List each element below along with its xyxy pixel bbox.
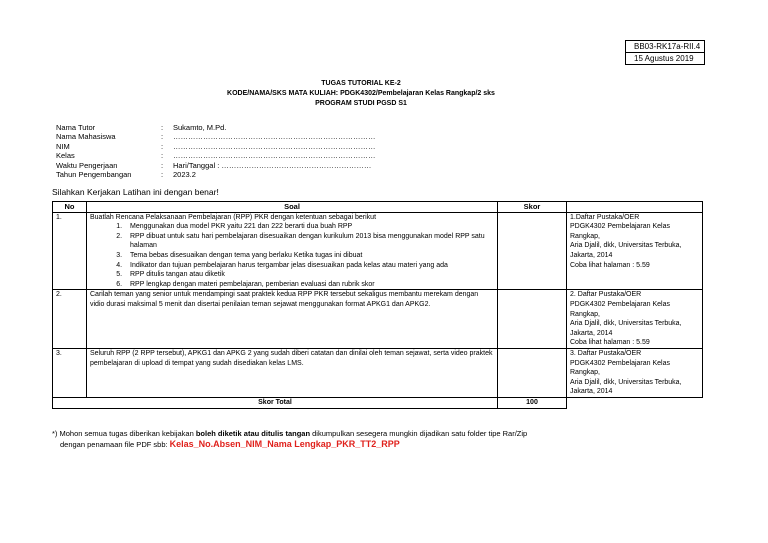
student-name-blank: ………………………………………………………………………	[173, 132, 376, 142]
student-info	[56, 123, 376, 179]
list-item: 4. Indikator dan tujuan pembelajaran harus tergambar jelas disesuaikan pada kelas atau materi yang ada	[124, 261, 494, 271]
row-number: 3.	[53, 348, 87, 397]
document-code-box	[625, 40, 705, 65]
filename-format: Kelas_No.Absen_NIM_Nama Lengkap_PKR_TT2_RPP	[169, 439, 400, 449]
question-cell	[87, 212, 498, 290]
question-text: Seluruh RPP (2 RPP tersebut), APKG1 dan APKG 2 yang sudah diberi catatan dan dinilai oleh teman sejawat, serta video praktek pembelajaran di upload di tempat yang sudah disediakan kelas LMS.	[87, 348, 498, 397]
nim-blank: ………………………………………………………………………	[173, 141, 376, 151]
score-cell	[498, 290, 567, 349]
table-row	[53, 348, 703, 397]
footnote-line-2: dengan penamaan file PDF sbb: Kelas_No.Absen_NIM_Nama Lengkap_PKR_TT2_RPP	[60, 439, 400, 449]
development-year: 2023.2	[173, 169, 196, 179]
document-code: BB03-RK17a-RII.4	[626, 41, 704, 53]
info-row-year: Tahun Pengembangan : 2023.2	[56, 169, 196, 179]
list-item: 5. RPP ditulis tangan atau diketik	[124, 270, 494, 280]
reference-cell: 3. Daftar Pustaka/OER PDGK4302 Pembelajaran Kelas Rangkap, Aria Djalil, dkk, Universitas Terbuka, Jakarta, 2014	[567, 348, 703, 397]
info-row-tutor: Nama Tutor : Sukamto, M.Pd.	[56, 123, 227, 132]
row-number: 2.	[53, 290, 87, 349]
class-blank: ………………………………………………………………………	[173, 151, 376, 161]
table-row	[53, 212, 703, 290]
total-row	[53, 397, 703, 408]
table-row	[53, 290, 703, 349]
info-row-student: Nama Mahasiswa : ………………………………………………………………………	[56, 132, 376, 142]
footnote-line-1: *) Mohon semua tugas diberikan kebijakan boleh diketik atau ditulis tangan dikumpulkan sesegera mungkin dijadikan satu folder tipe Rar/Zip	[52, 429, 528, 438]
footnote	[52, 429, 527, 450]
list-item: 2. RPP dibuat untuk satu hari pembelajaran disesuaikan dengan kurikulum 2013 bisa menggunakan model RPP satu halaman	[124, 232, 494, 251]
header-soal: Soal	[87, 202, 498, 213]
total-score: 100	[498, 397, 567, 408]
header-no: No	[53, 202, 87, 213]
info-row-class: Kelas : ………………………………………………………………………	[56, 151, 376, 161]
header-skor: Skor	[498, 202, 567, 213]
instruction-text: Silahkan Kerjakan Latihan ini dengan benar!	[52, 187, 219, 197]
list-item: 1. Menggunakan dua model PKR yaitu 221 dan 222 berarti dua buah RPP	[124, 222, 494, 232]
reference-cell: 1.Daftar Pustaka/OER PDGK4302 Pembelajaran Kelas Rangkap, Aria Djalil, dkk, Universitas Terbuka, Jakarta, 2014 Coba lihat halaman : 5.59	[567, 212, 703, 290]
list-item: 6. RPP lengkap dengan materi pembelajaran, pemberian evaluasi dan rubrik skor	[124, 280, 494, 290]
requirement-list	[90, 222, 494, 289]
header-reference	[567, 202, 703, 213]
header-course: KODE/NAMA/SKS MATA KULIAH: PDGK4302/Pembelajaran Kelas Rangkap/2 sks	[227, 90, 495, 97]
total-label: Skor Total	[53, 397, 498, 408]
header-title: TUGAS TUTORIAL KE-2	[321, 80, 401, 87]
row-number: 1.	[53, 212, 87, 290]
info-row-nim: NIM : ………………………………………………………………………	[56, 141, 376, 151]
list-item: 3. Tema bebas disesuaikan dengan tema yang berlaku Ketika tugas ini dibuat	[124, 251, 494, 261]
header-program: PROGRAM STUDI PGSD S1	[315, 100, 407, 107]
question-text: Carilah teman yang senior untuk mendampingi saat praktek kedua RPP PKR tersebut sekaligus membantu merekam dengan vidio durasi maksimal 5 menit dan disertai penilaian teman sejawat menggunakan format APKG1 dan APKG2.	[87, 290, 498, 349]
document-date: 15 Agustus 2019	[634, 54, 694, 63]
score-cell	[498, 348, 567, 397]
total-empty	[567, 397, 703, 408]
reference-cell: 2. Daftar Pustaka/OER PDGK4302 Pembelajaran Kelas Rangkap, Aria Djalil, dkk, Universitas Terbuka, Jakarta, 2014 Coba lihat halaman : 5.59	[567, 290, 703, 349]
tutor-name: Sukamto, M.Pd.	[173, 123, 227, 132]
assignment-table	[52, 201, 703, 409]
date-blank: Hari/Tanggal : ……………………………………………………	[173, 160, 372, 170]
score-cell	[498, 212, 567, 290]
question-text: Buatlah Rencana Pelaksanaan Pembelajaran (RPP) PKR dengan ketentuan sebagai berikut	[90, 213, 377, 221]
document-header	[150, 79, 572, 109]
table-header-row	[53, 202, 703, 213]
info-row-time: Waktu Pengerjaan : Hari/Tanggal : ……………………………………………………	[56, 160, 372, 170]
